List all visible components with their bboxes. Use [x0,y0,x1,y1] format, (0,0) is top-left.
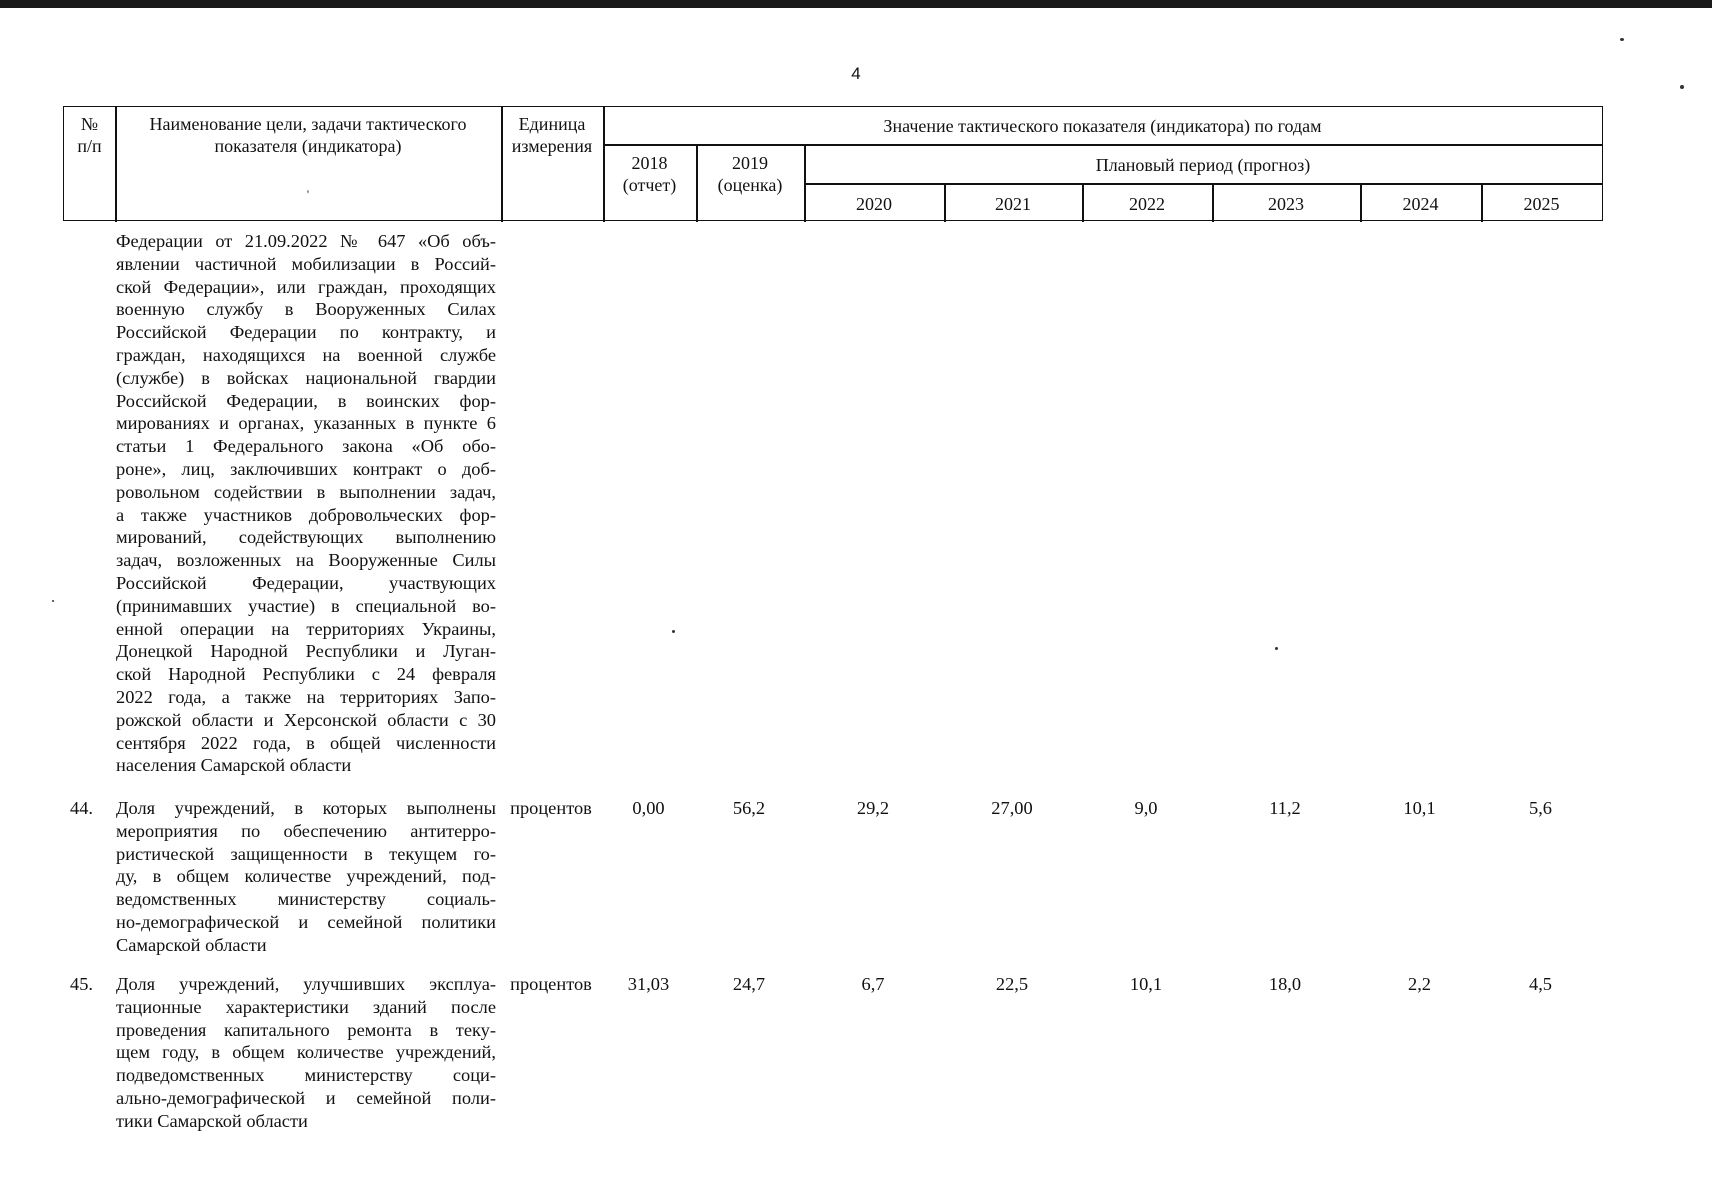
row-44-2021: 27,00 [991,798,1033,818]
continuation-line: явлении частичной мобилизации в Россий- [116,253,496,274]
header-name: Наименование цели, задачи тактического показателя (индикатора) [149,114,467,156]
scan-top-edge [0,0,1712,8]
row-45-2024: 2,2 [1408,974,1431,994]
row-45-2021: 22,5 [995,974,1029,994]
header-name-mark: ' [306,187,310,201]
row-44-2024: 10,1 [1403,798,1436,818]
row-45-2018: 31,03 [627,974,670,994]
scan-speck [672,630,675,633]
row-45-2025: 4,5 [1529,974,1552,994]
row-45-2023: 18,0 [1268,974,1302,994]
scan-speck [1680,85,1684,89]
continuation-text [116,230,496,777]
row-44-num: 44. [70,798,93,818]
header-values-title: Значение тактического показателя (индикатора) по годам [883,116,1322,136]
row-44-2023: 11,2 [1269,798,1301,818]
row-45-name [116,973,496,1133]
header-plan-title: Плановый период (прогноз) [1095,155,1311,175]
row-45-name-line: тационные характеристики зданий после [116,996,496,1017]
continuation-line: Донецкой Народной Республики и Луган- [116,641,496,662]
continuation-line: ской Федерации», или граждан, проходящих [116,276,496,297]
row-44-2019: 56,2 [732,798,766,818]
row-44-name-line: мероприятия по обеспечению антитерро- [116,820,496,841]
row-44-unit: процентов [510,798,592,818]
continuation-line: Российской Федерации, участвующих [116,572,496,593]
row-45-2020: 6,7 [861,974,885,994]
continuation-line: (принимавших участие) в специальной во- [116,595,496,616]
header-unit: Единица измерения [511,114,593,156]
continuation-line: (службе) в войсках национальной гвардии [116,367,496,388]
row-44-name-line: Самарской области [116,934,267,955]
row-44-name-line: Доля учреждений, в которых выполнены [116,798,496,818]
row-45-2019: 24,7 [732,974,766,994]
continuation-line: населения Самарской области [116,755,352,776]
continuation-line: военную службу в Вооруженных Силах [116,299,496,320]
continuation-line: ской Народной Республики с 24 февраля [116,664,496,685]
header-2019: 2019 (оценка) [717,153,783,195]
row-45-2022: 10,1 [1129,974,1163,994]
scan-speck [1620,38,1624,41]
row-45-name-line: тики Самарской области [116,1110,308,1131]
page-number: 4 [851,64,861,83]
row-44-name-line: ведомственных министерству социаль- [116,889,496,910]
continuation-line: Федерации от 21.09.2022 № 647 «Об объ- [116,231,496,251]
header-2018: 2018 (отчет) [622,153,677,195]
header-2024: 2024 [1402,194,1439,214]
row-44-name-line: ду, в общем количестве учреждений, под- [116,866,496,887]
continuation-line: рожской области и Херсонской области с 30 [116,709,496,730]
table-header [63,106,1603,221]
continuation-line: Российской Федерации, в воинских фор- [116,390,496,411]
continuation-line: роне», лиц, заключивших контракт о доб- [116,458,496,479]
header-2022: 2022 [1129,194,1165,214]
header-2023: 2023 [1268,194,1304,214]
row-45-num: 45. [70,974,93,994]
row-45-unit: процентов [510,974,592,994]
row-44-name-line: ристической защищенности в текущем го- [116,843,496,864]
row-44-2022: 9,0 [1134,798,1158,818]
row-45-name-line: подведомственных министерству соци- [116,1065,496,1086]
continuation-line: енной операции на территориях Украины, [116,618,496,639]
continuation-line: а также участников добровольческих фор- [116,504,496,525]
row-45-name-line: Доля учреждений, улучшивших эксплуа- [116,974,496,994]
continuation-line: статьи 1 Федерального закона «Об обо- [116,436,496,457]
continuation-line: мированиях и органах, указанных в пункте 6 [116,413,496,434]
continuation-line: задач, возложенных на Вооруженные Силы [116,550,496,571]
header-2025: 2025 [1523,194,1560,214]
row-45-name-line: ально-демографической и семейной поли- [116,1087,496,1108]
continuation-line: граждан, находящихся на военной службе [116,344,496,365]
scan-speck [52,600,54,602]
continuation-line: мирований, содействующих выполнению [116,527,496,548]
continuation-line: сентября 2022 года, в общей численности [116,732,496,753]
header-2020: 2020 [856,194,892,214]
continuation-line: ровольном содействии в выполнении задач, [116,481,496,502]
header-2021: 2021 [995,194,1031,214]
continuation-line: 2022 года, а также на территориях Запо- [116,686,496,707]
header-num: № п/п [77,114,102,156]
scan-speck [1275,647,1278,650]
row-45-name-line: щем году, в общем количестве учреждений, [116,1042,496,1063]
row-44-2018: 0,00 [632,798,665,818]
row-44-2020: 29,2 [856,798,890,818]
continuation-line: Российской Федерации по контракту, и [116,322,496,343]
row-44-2025: 5,6 [1529,798,1552,818]
row-44-name-line: но-демографической и семейной политики [116,911,496,932]
row-45-name-line: проведения капитального ремонта в теку- [116,1019,496,1040]
row-44-name [116,797,496,957]
